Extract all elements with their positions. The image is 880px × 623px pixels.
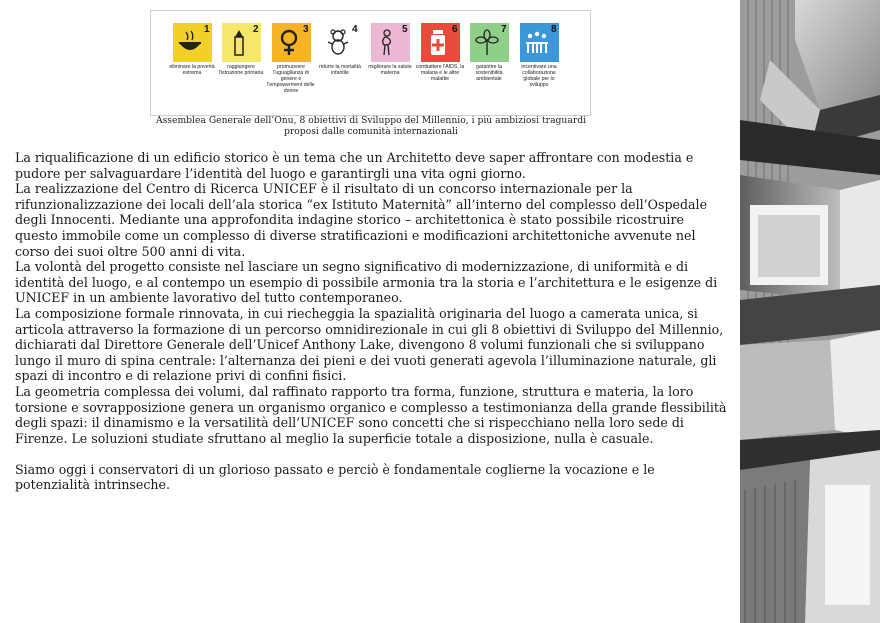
people-group-icon [524,29,550,57]
goal-2-tile [222,23,261,62]
goal-4-caption: ridurre la mortalità infantile [319,64,361,76]
teddy-bear-icon [325,29,351,57]
goal-1-caption: eliminare la povertà estrema [169,64,215,76]
goal-2-number: 2 [252,24,259,35]
goal-7-tile [470,23,509,62]
goal-8-number: 8 [550,24,557,35]
goal-5-caption: migliorare la salute materna [368,64,412,76]
goal-2 [216,23,266,76]
goal-6-tile [421,23,460,62]
paragraph-5: La geometria complessa dei volumi, dal raffinato rapporto tra forma, funzione, struttura e materia, la loro torsione e sovrapposizione genera un organismo organico e complesso a testimonianza della grande flessibilità degli spazi: il dinamismo e la versatilità dell’UNICEF sono concetti che si rispecchiano nella loro sede di Firenze. Le soluzioni studiate sfruttano al meglio la superficie totale a disposizione, nulla è casuale. [15,383,727,446]
goal-3-number: 3 [302,24,309,35]
goal-1-number: 1 [203,24,210,35]
figure-caption-line-2: proposi dalle comunità internazionali [284,126,458,137]
paragraph-3: La volontà del progetto consiste nel lasciare un segno significativo di modernizzazione, di uniformità e di identità del luogo, e al contempo un esempio di possibile armonia tra la storia e l’architettura e le esigenze di UNICEF in un ambiente lavorativo del tutto contemporaneo. [15,259,718,306]
leaf-plant-icon [474,29,500,57]
goal-1 [167,23,217,76]
goal-7-caption: garantire la sostenibilità ambientale [475,64,503,82]
article-body [15,150,729,493]
paragraph-2: La realizzazione del Centro di Ricerca UNICEF è il risultato di un concorso internazionale per la rifunzionalizzazione dei locali dell’ala storica “ex Istituto Maternità” all’interno del complesso dell’Ospedale degli Innocenti. Mediante una approfondita indagine storico – architettonica è stato possibile ricostruire questo immobile come un complesso di diverse stratificazioni e modificazioni architettoniche avvenute nel corso dei suoi oltre 500 anni di vita. [15,181,708,259]
goal-6-caption: combattere l'AIDS, la malaria e le altre malattie [415,64,465,82]
architecture-photo-image [740,0,880,623]
goal-3-caption: promuovere l'uguaglianza di genere e l'empowerment delle donne [267,64,315,94]
goal-5 [365,23,415,76]
pencil-icon [226,29,252,57]
goal-6-number: 6 [451,24,458,35]
goal-3 [266,23,316,94]
goal-4 [315,23,365,76]
goal-1-tile [173,23,212,62]
medicine-bottle-icon [425,29,451,57]
figure-caption [141,115,601,137]
paragraph-4: La composizione formale rinnovata, in cui riecheggia la spazialità originaria del luogo a camerata unica, si articola attraverso la formazione di un percorso omnidirezionale in cui gli 8 obiettivi di Sviluppo del Millennio, dichiarati dal Direttore Generale dell’Unicef Anthony Lake, divengono 8 volumi funzionali che si sviluppano lungo il muro di spina centrale: l’alternanza dei pieni e dei vuoti generati agevola l’illuminazione naturale, gli spazi di incontro e di relazione privi di confini fisici. [15,305,724,384]
goal-5-tile [371,23,410,62]
goal-7-number: 7 [500,24,507,35]
figure-caption-line-1: Assemblea Generale dell’Onu, 8 obiettivi di Sviluppo del Millennio, i più ambiziosi traguardi [155,115,587,126]
female-symbol-icon [276,29,302,57]
goal-8 [514,23,564,88]
interior-volumes-photo [740,0,880,623]
goal-7 [464,23,514,82]
goal-4-number: 4 [351,24,358,35]
goal-6 [415,23,465,82]
paragraph-1: La riqualificazione di un edificio storico è un tema che un Architetto deve saper affrontare con modestia e pudore per salvaguardare l’identità del luogo e garantirgli una vita ogni giorno. [15,150,694,181]
mdg-goals-figure [150,10,591,116]
goal-8-tile [520,23,559,62]
goal-8-caption: incentivare una collaborazione globale per lo sviluppo [521,64,557,88]
pregnant-woman-icon [375,29,401,57]
goal-3-tile [272,23,311,62]
goal-2-caption: raggiungere l'istruzione primaria [218,64,264,76]
goal-5-number: 5 [401,24,408,35]
goal-4-tile [321,23,360,62]
bowl-icon [177,29,203,57]
paragraph-6: Siamo oggi i conservatori di un glorioso passato e perciò è fondamentale coglierne la vocazione e le potenzialità intrinseche. [15,461,655,493]
